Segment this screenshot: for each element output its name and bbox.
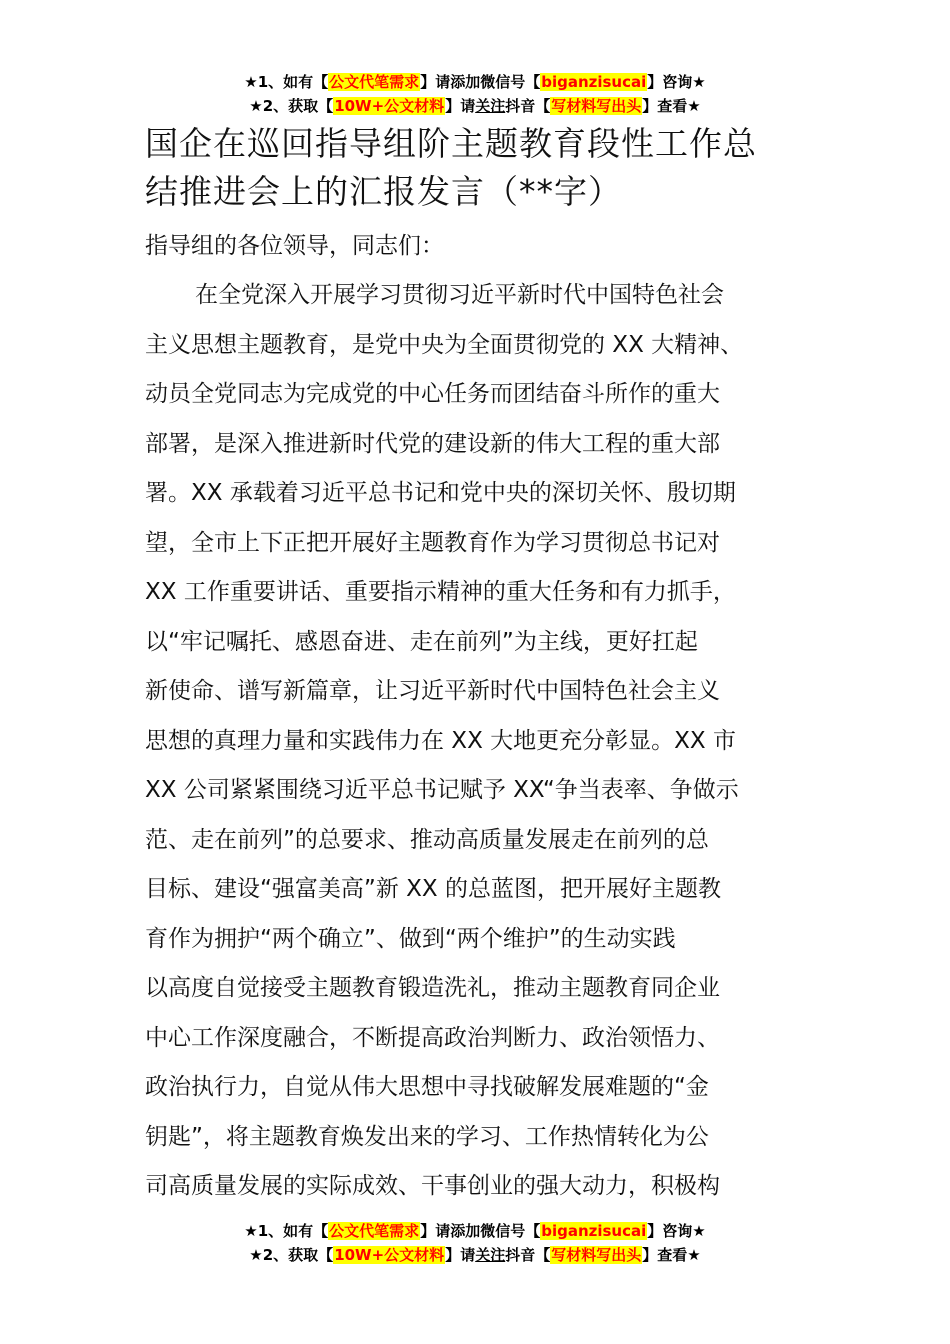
promo-highlight: 公文代笔需求 [329,73,420,91]
body-line: 新使命、谱写新篇章，让习近平新时代中国特色社会主义 [145,678,720,704]
body-line: 在全党深入开展学习贯彻习近平新时代中国特色社会 [195,282,724,308]
body-line: XX 公司紧紧围绕习近平总书记赋予 XX“争当表率、争做示 [145,777,739,803]
body-line: 范、走在前列”的总要求、推动高质量发展走在前列的总 [145,826,709,853]
promo-highlight: 10W+公文材料 [334,1246,445,1264]
body-line: 部署，是深入推进新时代党的建设新的伟大工程的重大部 [145,430,720,457]
body-line: 中心工作深度融合，不断提高政治判断力、政治领悟力、 [145,1024,720,1051]
body-line: 育作为拥护“两个确立”、做到“两个维护”的生动实践 [145,925,676,952]
salutation: 指导组的各位领导，同志们： [145,233,444,259]
promo-banner-top [0,70,950,118]
promo-banner-bottom [0,1219,950,1267]
promo-line-1: ★1、如有【公文代笔需求】请添加微信号【biganzisucai】咨询★ [244,1222,706,1240]
document-body [145,275,810,1216]
body-line: 以“牢记嘱托、感恩奋进、走在前列”为主线，更好扛起 [145,628,698,655]
body-line: 司高质量发展的实际成效、干事创业的强大动力，积极构 [145,1173,720,1199]
douyin-account: 写材料写出头 [551,97,642,115]
document-title [145,120,810,216]
promo-highlight: 10W+公文材料 [334,97,445,115]
body-line: XX 工作重要讲话、重要指示精神的重大任务和有力抓手， [145,579,736,605]
body-line: 钥匙”，将主题教育焕发出来的学习、工作热情转化为公 [145,1123,709,1150]
body-line: 署。XX 承载着习近平总书记和党中央的深切关怀、殷切期 [145,480,736,506]
body-line: 动员全党同志为完成党的中心任务而团结奋斗所作的重大 [145,381,720,407]
promo-highlight: 公文代笔需求 [329,1222,420,1240]
promo-line-2: ★2、获取【10W+公文材料】请关注抖音【写材料写出头】查看★ [249,1246,701,1264]
douyin-account: 写材料写出头 [551,1246,642,1264]
body-line: 以高度自觉接受主题教育锻造洗礼，推动主题教育同企业 [145,975,720,1001]
promo-line-1: ★1、如有【公文代笔需求】请添加微信号【biganzisucai】咨询★ [244,73,706,91]
title-line: 国企在巡回指导组阶主题教育段性工作总 [145,124,757,163]
wechat-id: biganzisucai [541,73,647,91]
title-line: 结推进会上的汇报发言（**字） [145,172,622,211]
wechat-id: biganzisucai [541,1222,647,1240]
body-line: 主义思想主题教育，是党中央为全面贯彻党的 XX 大精神、 [145,331,744,358]
body-line: 思想的真理力量和实践伟力在 XX 大地更充分彰显。XX 市 [145,727,736,754]
body-line: 政治执行力，自觉从伟大思想中寻找破解发展难题的“金 [145,1074,709,1100]
body-line: 望，全市上下正把开展好主题教育作为学习贯彻总书记对 [145,529,720,556]
promo-line-2: ★2、获取【10W+公文材料】请关注抖音【写材料写出头】查看★ [249,97,701,115]
body-line: 目标、建设“强富美高”新 XX 的总蓝图，把开展好主题教 [145,876,721,902]
